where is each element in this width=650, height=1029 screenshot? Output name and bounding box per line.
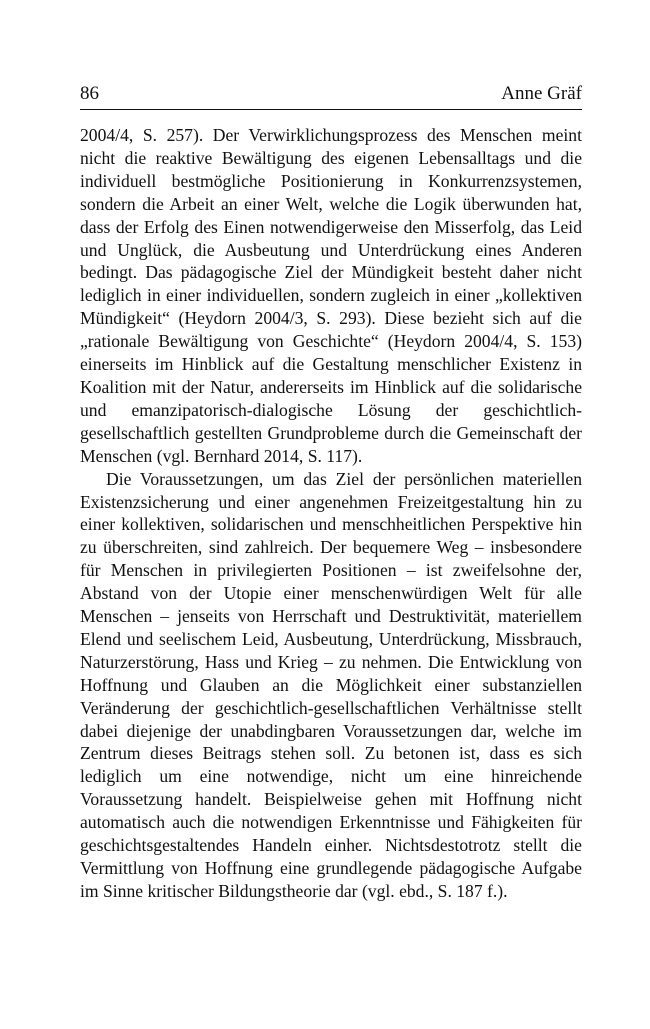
header-rule bbox=[80, 109, 582, 110]
page-number: 86 bbox=[80, 83, 99, 104]
running-head-author: Anne Gräf bbox=[501, 83, 582, 104]
paragraph-2: Die Voraussetzungen, um das Ziel der persönlichen materiellen Existenzsicherung und einer angenehmen Freizeitgestaltung hin zu einer kollektiven, solidarischen und menschheitlichen Perspektive hin zu überschreiten, sind zahlreich. Der bequemere Weg – insbesondere für Menschen in privilegierten Positionen – ist zweifelsohne der, Abstand von der Utopie einer menschenwürdigen Welt für alle Menschen – jenseits von Herrschaft und Destruktivität, materiellem Elend und seelischem Leid, Ausbeutung, Unterdrückung, Missbrauch, Naturzerstörung, Hass und Krieg – zu nehmen. Die Entwicklung von Hoffnung und Glauben an die Möglichkeit einer substanziellen Veränderung der geschichtlich-gesellschaftlichen Verhältnisse stellt dabei diejenige der unabdingbaren Voraussetzungen dar, welche im Zentrum dieses Beitrags stehen soll. Zu betonen ist, dass es sich lediglich um eine notwendige, nicht um eine hinreichende Voraussetzung handelt. Beispielweise gehen mit Hoffnung nicht automatisch auch die notwendigen Erkenntnisse und Fähigkeiten für geschichtsgestaltendes Handeln einher. Nichtsdestotrotz stellt die Vermittlung von Hoffnung eine grundlegende pädagogische Aufgabe im Sinne kritischer Bildungstheorie dar (vgl. ebd., S. 187 f.). bbox=[80, 468, 582, 901]
running-head bbox=[80, 82, 582, 106]
body-text bbox=[80, 124, 582, 903]
paragraph-1: 2004/4, S. 257). Der Verwirklichungsprozess des Menschen meint nicht die reaktive Bewältigung des eigenen Lebensalltags und die individuell bestmögliche Positionierung in Konkurrenzsystemen, sondern die Arbeit an einer Welt, welche die Logik überwunden hat, dass der Erfolg des Einen notwendigerweise den Misserfolg, das Leid und Unglück, die Ausbeutung und Unterdrückung eines Anderen bedingt. Das pädagogische Ziel der Mündigkeit besteht daher nicht lediglich in einer individuellen, sondern zugleich in einer „kollektiven Mündigkeit“ (Heydorn 2004/3, S. 293). Diese bezieht sich auf die „rationale Bewältigung von Geschichte“ (Heydorn 2004/4, S. 153) einerseits im Hinblick auf die Gestaltung menschlicher Existenz in Koalition mit der Natur, andererseits im Hinblick auf die solidarische und emanzipatorisch-dialogische Lösung der geschichtlich-gesellschaftlich gestellten Grundprobleme durch die Gemeinschaft der Menschen (vgl. Bernhard 2014, S. 117). bbox=[80, 125, 582, 466]
